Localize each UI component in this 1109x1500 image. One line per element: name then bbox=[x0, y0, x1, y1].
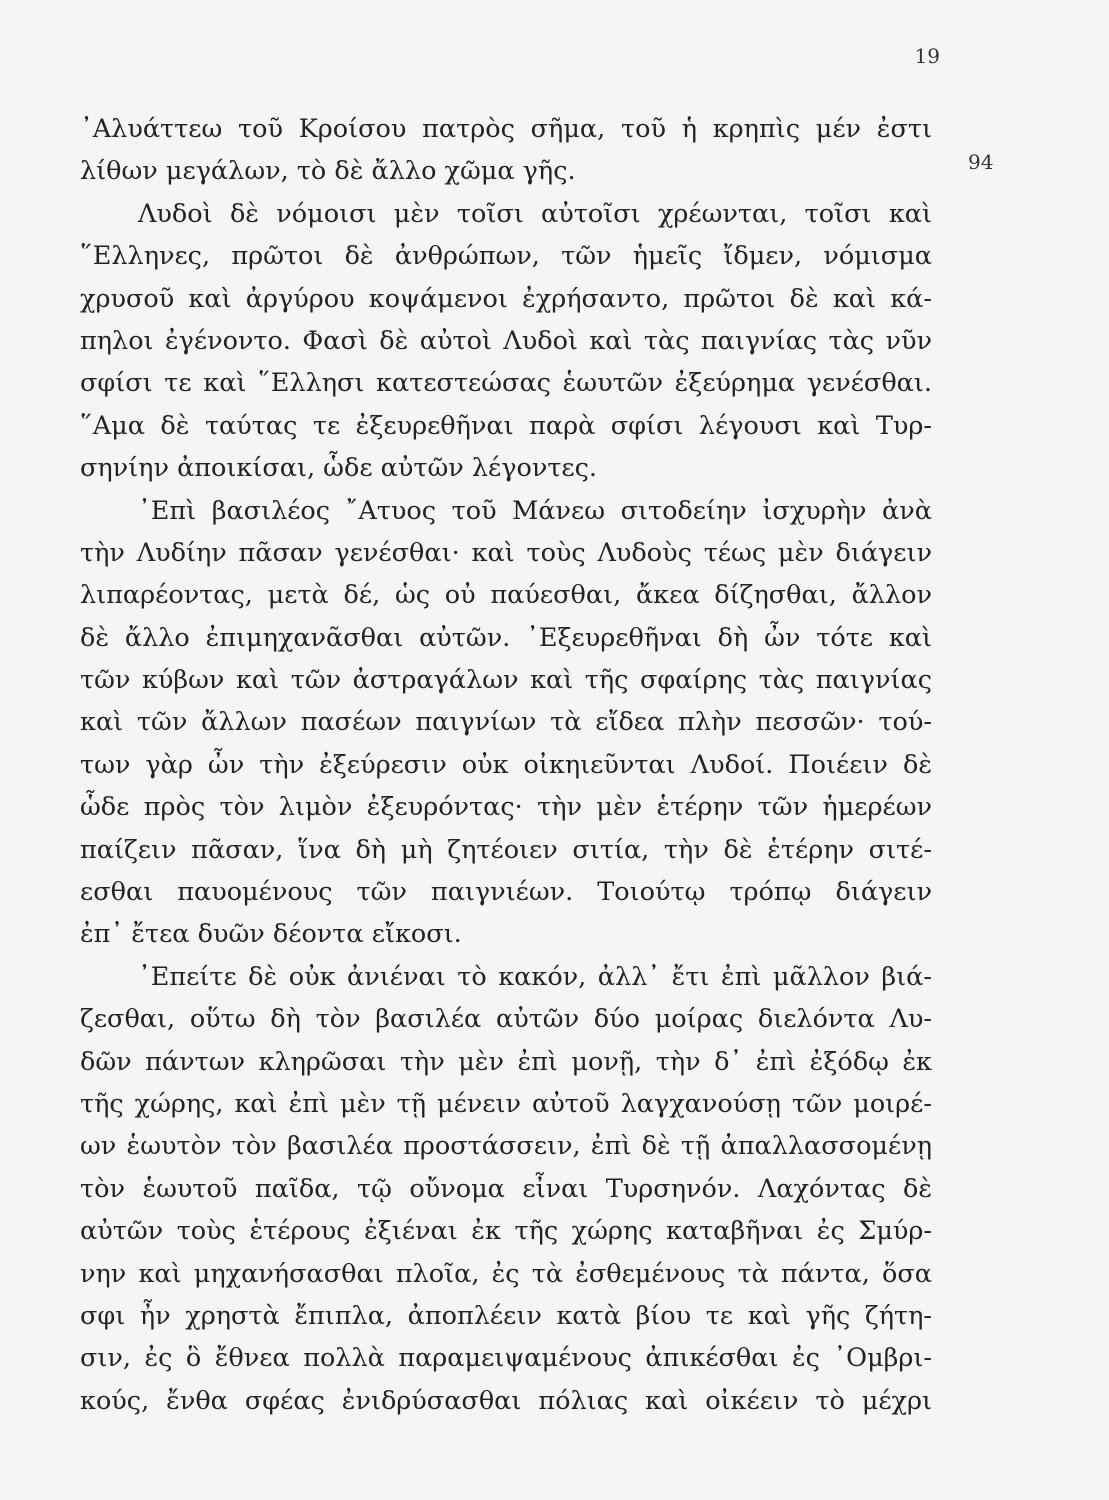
text-line: καὶ τῶν ἄλλων πασέων παιγνίων τὰ εἴδεα πλὴν πεσσῶν· τού- bbox=[80, 707, 932, 738]
text-line: τῶν κύβων καὶ τῶν ἀστραγάλων καὶ τῆς σφαίρης τὰς παιγνίας bbox=[80, 665, 932, 696]
text-line: ἐπ᾿ ἔτεα δυῶν δέοντα εἴκοσι. bbox=[80, 919, 462, 950]
text-line: των γὰρ ὦν τὴν ἐξεύρεσιν οὐκ οἰκηιεῦνται Λυδοί. Ποιέειν δὲ bbox=[80, 749, 932, 780]
text-line: δῶν πάντων κληρῶσαι τὴν μὲν ἐπὶ μονῇ, τὴν δ᾿ ἐπὶ ἐξόδῳ ἐκ bbox=[80, 1046, 932, 1077]
chapter-marker: 94 bbox=[968, 150, 994, 174]
text-line: παίζειν πᾶσαν, ἵνα δὴ μὴ ζητέοιεν σιτία, τὴν δὲ ἑτέρην σιτέ- bbox=[80, 834, 932, 865]
text-line: ᾿Αλυάττεω τοῦ Κροίσου πατρὸς σῆμα, τοῦ ἡ κρηπὶς μέν ἐστι bbox=[80, 114, 932, 144]
text-line: ζεσθαι, οὕτω δὴ τὸν βασιλέα αὐτῶν δύο μοίρας διελόντα Λυ- bbox=[80, 1004, 932, 1035]
text-line: δὲ ἄλλο ἐπιμηχανᾶσθαι αὐτῶν. ᾿Εξευρεθῆναι δὴ ὦν τότε καὶ bbox=[80, 622, 932, 653]
text-line: ᾿Επὶ βασιλέος ῎Ατυος τοῦ Μάνεω σιτοδείην ἰσχυρὴν ἀνὰ bbox=[138, 495, 932, 526]
page-number: 19 bbox=[914, 44, 940, 68]
body-text bbox=[80, 108, 932, 1422]
text-line: Λυδοὶ δὲ νόμοισι μὲν τοῖσι αὐτοῖσι χρέωνται, τοῖσι καὶ bbox=[138, 198, 932, 229]
text-line: αὐτῶν τοὺς ἑτέρους ἐξιέναι ἐκ τῆς χώρης καταβῆναι ἐς Σμύρ- bbox=[80, 1216, 932, 1247]
text-line: ᾿Επείτε δὲ οὐκ ἀνιέναι τὸ κακόν, ἀλλ᾿ ἔτι ἐπὶ μᾶλλον βιά- bbox=[138, 961, 932, 992]
text-line: εσθαι παυομένους τῶν παιγνιέων. Τοιούτῳ τρόπῳ διάγειν bbox=[80, 877, 932, 908]
text-line: τὴν Λυδίην πᾶσαν γενέσθαι· καὶ τοὺς Λυδοὺς τέως μὲν διάγειν bbox=[80, 537, 932, 568]
text-line: σφι ἦν χρηστὰ ἔπιπλα, ἀποπλέειν κατὰ βίου τε καὶ γῆς ζήτη- bbox=[80, 1300, 932, 1331]
text-line: ῞Ελληνες, πρῶτοι δὲ ἀνθρώπων, τῶν ἡμεῖς ἴδμεν, νόμισμα bbox=[80, 241, 932, 272]
text-line: τὸν ἑωυτοῦ παῖδα, τῷ οὔνομα εἶναι Τυρσηνόν. Λαχόντας δὲ bbox=[80, 1173, 932, 1204]
text-line: κούς, ἔνθα σφέας ἐνιδρύσασθαι πόλιας καὶ οἰκέειν τὸ μέχρι bbox=[80, 1385, 932, 1416]
text-line: χρυσοῦ καὶ ἀργύρου κοψάμενοι ἐχρήσαντο, πρῶτοι δὲ καὶ κά- bbox=[80, 283, 932, 314]
text-line: ων ἑωυτὸν τὸν βασιλέα προστάσσειν, ἐπὶ δὲ τῇ ἀπαλλασσομένῃ bbox=[80, 1131, 932, 1162]
text-line: λίθων μεγάλων, τὸ δὲ ἄλλο χῶμα γῆς. bbox=[80, 156, 576, 187]
text-line: σηνίην ἀποικίσαι, ὧδε αὐτῶν λέγοντες. bbox=[80, 453, 598, 484]
text-line: τῆς χώρης, καὶ ἐπὶ μὲν τῇ μένειν αὐτοῦ λαγχανούσῃ τῶν μοιρέ- bbox=[80, 1088, 932, 1119]
text-line: σιν, ἐς ὃ ἔθνεα πολλὰ παραμειψαμένους ἀπικέσθαι ἐς ᾿Ομβρι- bbox=[80, 1343, 932, 1374]
text-line: πηλοι ἐγένοντο. Φασὶ δὲ αὐτοὶ Λυδοὶ καὶ τὰς παιγνίας τὰς νῦν bbox=[80, 325, 932, 356]
text-line: νην καὶ μηχανήσασθαι πλοῖα, ἐς τὰ ἐσθεμένους τὰ πάντα, ὅσα bbox=[80, 1258, 932, 1289]
text-line: σφίσι τε καὶ ῞Ελλησι κατεστεώσας ἑωυτῶν ἐξεύρημα γενέσθαι. bbox=[80, 368, 932, 399]
text-line: λιπαρέοντας, μετὰ δέ, ὡς οὐ παύεσθαι, ἄκεα δίζησθαι, ἄλλον bbox=[80, 580, 932, 611]
text-line: ῞Αμα δὲ ταύτας τε ἐξευρεθῆναι παρὰ σφίσι λέγουσι καὶ Τυρ- bbox=[80, 410, 932, 441]
text-line: ὧδε πρὸς τὸν λιμὸν ἐξευρόντας· τὴν μὲν ἑτέρην τῶν ἡμερέων bbox=[80, 792, 932, 823]
